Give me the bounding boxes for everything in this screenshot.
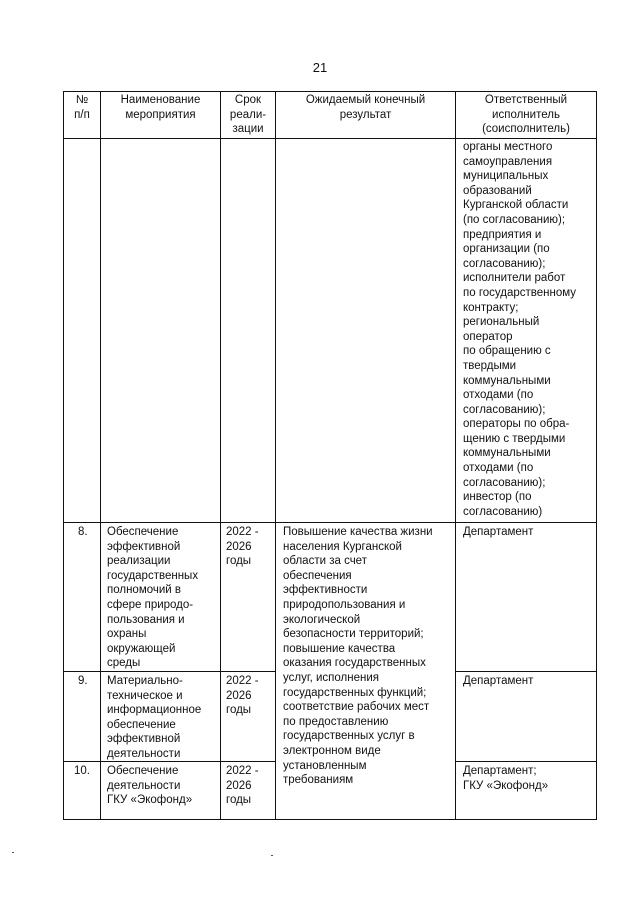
scan-speck (271, 855, 273, 856)
table-border (275, 91, 276, 820)
header-result: Ожидаемый конечный результат (305, 94, 426, 121)
table-border (596, 91, 597, 820)
row-8-name: Обеспечение эффективной реализации государственных полномочий в сфере природо- пользования и охраны окружающей среды (107, 526, 199, 670)
header-name: Наименование мероприятия (120, 94, 201, 121)
table-border (63, 138, 597, 139)
table-border (63, 522, 597, 523)
row-9-executor: Департамент (463, 675, 534, 687)
scan-speck (12, 852, 14, 853)
table-border (63, 671, 276, 672)
continuation-executor: органы местного самоуправления муниципальных образований Курганской области (по согласованию); предприятия и организации (по согласованию); исполнители работ по государственному контракту; региональный оператор по обращению с твердыми коммунальными отходами (по согласованию); операторы по обра- щению с твердыми коммунальными отходами (по согласованию); инвестор (по согласованию) (463, 141, 577, 518)
table-border (220, 91, 221, 820)
header-executor: Ответственный исполнитель (соисполнитель) (482, 94, 570, 136)
row-8-number: 8. (78, 526, 88, 538)
table-border (455, 671, 597, 672)
row-9-period: 2022 - 2026 годы (226, 675, 259, 717)
row-9-number: 9. (78, 675, 88, 687)
header-number: № п/п (74, 94, 90, 121)
table-border (63, 819, 597, 820)
row-10-period: 2022 - 2026 годы (226, 765, 259, 807)
row-10-name: Обеспечение деятельности ГКУ «Экофонд» (107, 765, 193, 807)
row-8-executor: Департамент (463, 526, 534, 538)
table-border (455, 761, 597, 762)
header-period: Срок реали- зации (229, 94, 267, 136)
row-8-period: 2022 - 2026 годы (226, 526, 259, 568)
table-border (63, 91, 597, 92)
table-border (63, 91, 64, 820)
row-10-executor: Департамент; ГКУ «Экофонд» (463, 765, 549, 792)
row-10-number: 10. (74, 765, 90, 777)
measures-table (63, 91, 597, 820)
table-border (100, 91, 101, 820)
row-9-name: Материально- техническое и информационное обеспечение эффективной деятельности (107, 675, 202, 760)
table-border (455, 91, 456, 820)
page-number: 21 (312, 60, 328, 75)
shared-result: Повышение качества жизни населения Курганской области за счет обеспечения эффективности природопользования и экологической безопасности территорий; повышение качества оказания государственных услуг, исполнения государственных функций; соответствие рабочих мест по предоставлению государственных услуг в электронном виде установленным требованиям (283, 526, 433, 787)
